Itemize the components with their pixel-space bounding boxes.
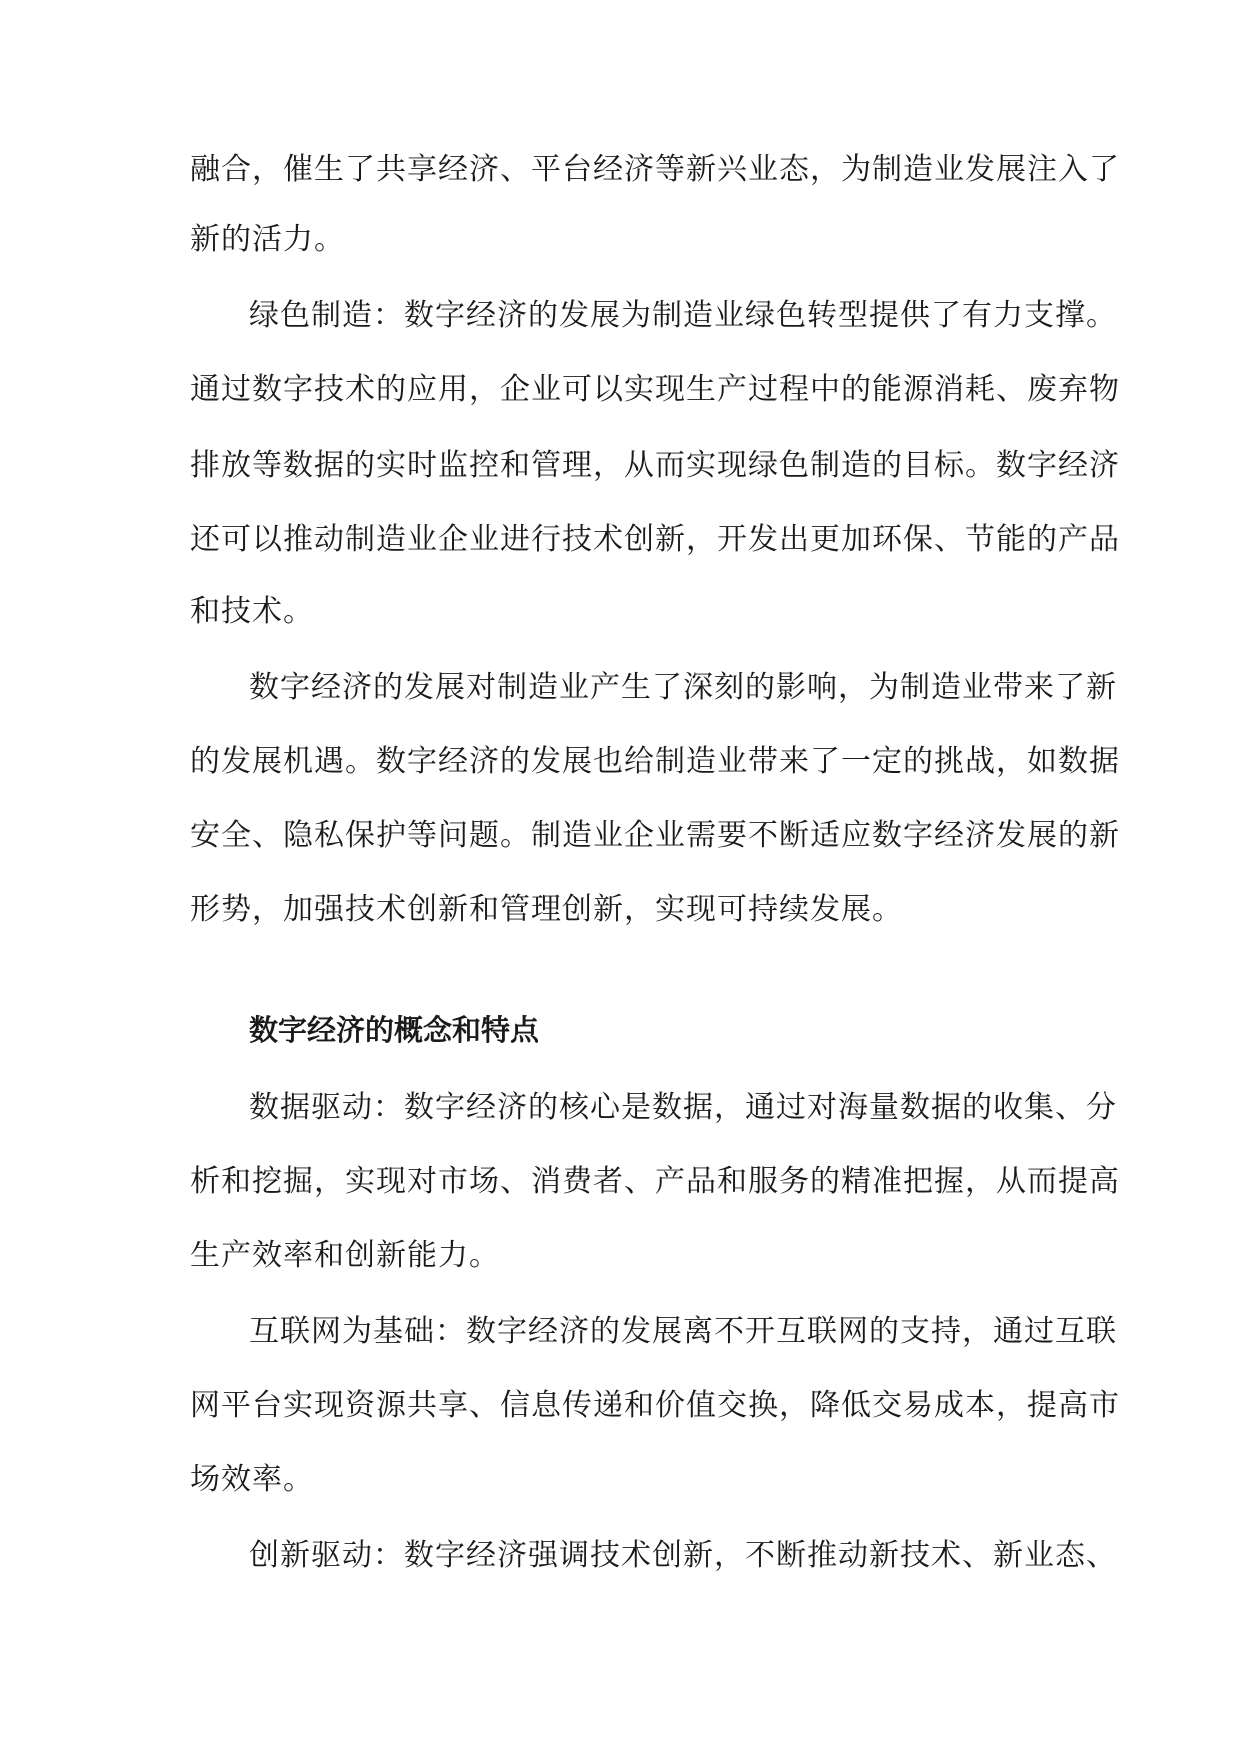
paragraph-4-line-2: 析和挖掘，实现对市场、消费者、产品和服务的精准把握，从而提高: [190, 1164, 1120, 1199]
paragraph-2-line-4: 还可以推动制造业企业进行技术创新，开发出更加环保、节能的产品: [190, 522, 1120, 557]
section-heading: 数字经济的概念和特点: [249, 1013, 540, 1047]
paragraph-3-line-1: 数字经济的发展对制造业产生了深刻的影响，为制造业带来了新: [249, 670, 1117, 705]
paragraph-2-line-1: 绿色制造：数字经济的发展为制造业绿色转型提供了有力支撑。: [249, 298, 1117, 333]
paragraph-4-line-1: 数据驱动：数字经济的核心是数据，通过对海量数据的收集、分: [249, 1090, 1117, 1125]
paragraph-4-line-3: 生产效率和创新能力。: [190, 1238, 500, 1273]
paragraph-1-line-2: 新的活力。: [190, 222, 345, 257]
paragraph-2-line-5: 和技术。: [190, 594, 314, 629]
paragraph-6-line-1: 创新驱动：数字经济强调技术创新，不断推动新技术、新业态、: [249, 1538, 1117, 1573]
paragraph-5-line-3: 场效率。: [190, 1462, 314, 1497]
paragraph-3-line-3: 安全、隐私保护等问题。制造业企业需要不断适应数字经济发展的新: [190, 818, 1120, 853]
paragraph-3-line-2: 的发展机遇。数字经济的发展也给制造业带来了一定的挑战，如数据: [190, 744, 1120, 779]
paragraph-1-line-1: 融合，催生了共享经济、平台经济等新兴业态，为制造业发展注入了: [190, 152, 1120, 187]
paragraph-2-line-2: 通过数字技术的应用，企业可以实现生产过程中的能源消耗、废弃物: [190, 372, 1120, 407]
paragraph-5-line-1: 互联网为基础：数字经济的发展离不开互联网的支持，通过互联: [249, 1314, 1117, 1349]
paragraph-2-line-3: 排放等数据的实时监控和管理，从而实现绿色制造的目标。数字经济: [190, 448, 1120, 483]
paragraph-5-line-2: 网平台实现资源共享、信息传递和价值交换，降低交易成本，提高市: [190, 1388, 1120, 1423]
paragraph-3-line-4: 形势，加强技术创新和管理创新，实现可持续发展。: [190, 892, 903, 927]
